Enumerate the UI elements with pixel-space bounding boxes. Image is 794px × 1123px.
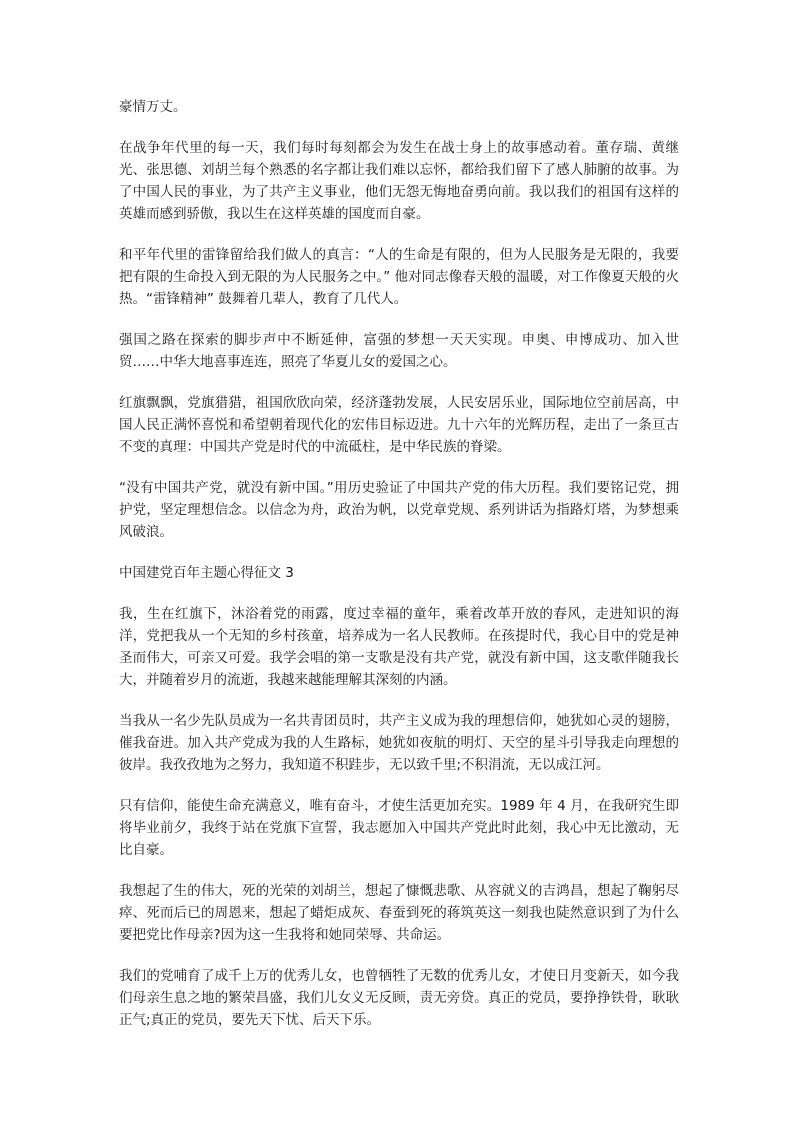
paragraph: 和平年代里的雷锋留给我们做人的真言：“人的生命是有限的，但为人民服务是无限的，我要把有限的生命投入到无限的为人民服务之中。” 他对同志像春天般的温暖，对工作像夏天般的火热。“雷锋精神” 鼓舞着几辈人，教育了几代人。 [119,247,679,307]
paragraph: “没有中国共产党，就没有新中国。”用历史验证了中国共产党的伟大历程。我们要铭记党，拥护党，坚定理想信念。以信念为舟，政治为帆，以党章党规、系列讲话为指路灯塔，为梦想乘风破浪。 [119,480,679,540]
paragraph: 红旗飘飘，党旗猎猎，祖国欣欣向荣，经济蓬勃发展，人民安居乐业，国际地位空前居高，中国人民正满怀喜悦和希望朝着现代化的宏伟目标迈进。九十六年的光辉历程，走出了一条亘古不变的真理：中国共产党是时代的中流砥柱，是中华民族的脊梁。 [119,395,679,455]
section-heading: 中国建党百年主题心得征文 3 [119,565,294,581]
paragraph: 当我从一名少先队员成为一名共青团员时，共产主义成为我的理想信仰，她犹如心灵的翅膀，催我奋进。加入共产党成为我的人生路标，她犹如夜航的明灯、天空的星斗引导我走向理想的彼岸。我孜孜地为之努力，我知道不积跬步，无以致千里;不积涓流，无以成江河。 [119,713,679,773]
paragraph: 我，生在红旗下，沐浴着党的雨露，度过幸福的童年，乘着改革开放的春风，走进知识的海洋，党把我从一个无知的乡村孩童，培养成为一名人民教师。在孩提时代，我心目中的党是神圣而伟大，可亲又可爱。我学会唱的第一支歌是没有共产党，就没有新中国，这支歌伴随我长大，并随着岁月的流逝，我越来越能理解其深刻的内涵。 [119,606,679,688]
document-page [119,96,679,1050]
paragraph: 只有信仰，能使生命充满意义，唯有奋斗，才使生活更加充实。1989 年 4 月，在我研究生即将毕业前夕，我终于站在党旗下宣誓，我志愿加入中国共产党此时此刻，我心中无比激动，无比自豪。 [119,798,679,858]
paragraph: 强国之路在探索的脚步声中不断延伸，富强的梦想一天天实现。申奥、申博成功、加入世贸……中华大地喜事连连，照亮了华夏儿女的爱国之心。 [119,332,679,370]
paragraph: 我想起了生的伟大，死的光荣的刘胡兰，想起了慷慨悲歌、从容就义的吉鸿昌，想起了鞠躬尽瘁、死而后已的周恩来，想起了蜡炬成灰、春蚕到死的蒋筑英这一刻我也陡然意识到了为什么要把党比作母亲?因为这一生我将和她同荣辱、共命运。 [119,883,679,943]
paragraph: 我们的党哺育了成千上万的优秀儿女，也曾牺牲了无数的优秀儿女，才使日月变新天，如今我们母亲生息之地的繁荣昌盛，我们儿女义无反顾，责无旁贷。真正的党员，要挣挣铁骨，耿耿正气;真正的党员，要先天下忧、后天下乐。 [119,968,679,1028]
paragraph: 在战争年代里的每一天，我们每时每刻都会为发生在战士身上的故事感动着。董存瑞、黄继光、张思德、刘胡兰每个熟悉的名字都让我们难以忘怀，都给我们留下了感人肺腑的故事。为了中国人民的事业，为了共产主义事业，他们无怨无悔地奋勇向前。我以我们的祖国有这样的英雄而感到骄傲，我以生在这样英雄的国度而自豪。 [119,140,679,222]
paragraph: 豪情万丈。 [119,99,187,115]
